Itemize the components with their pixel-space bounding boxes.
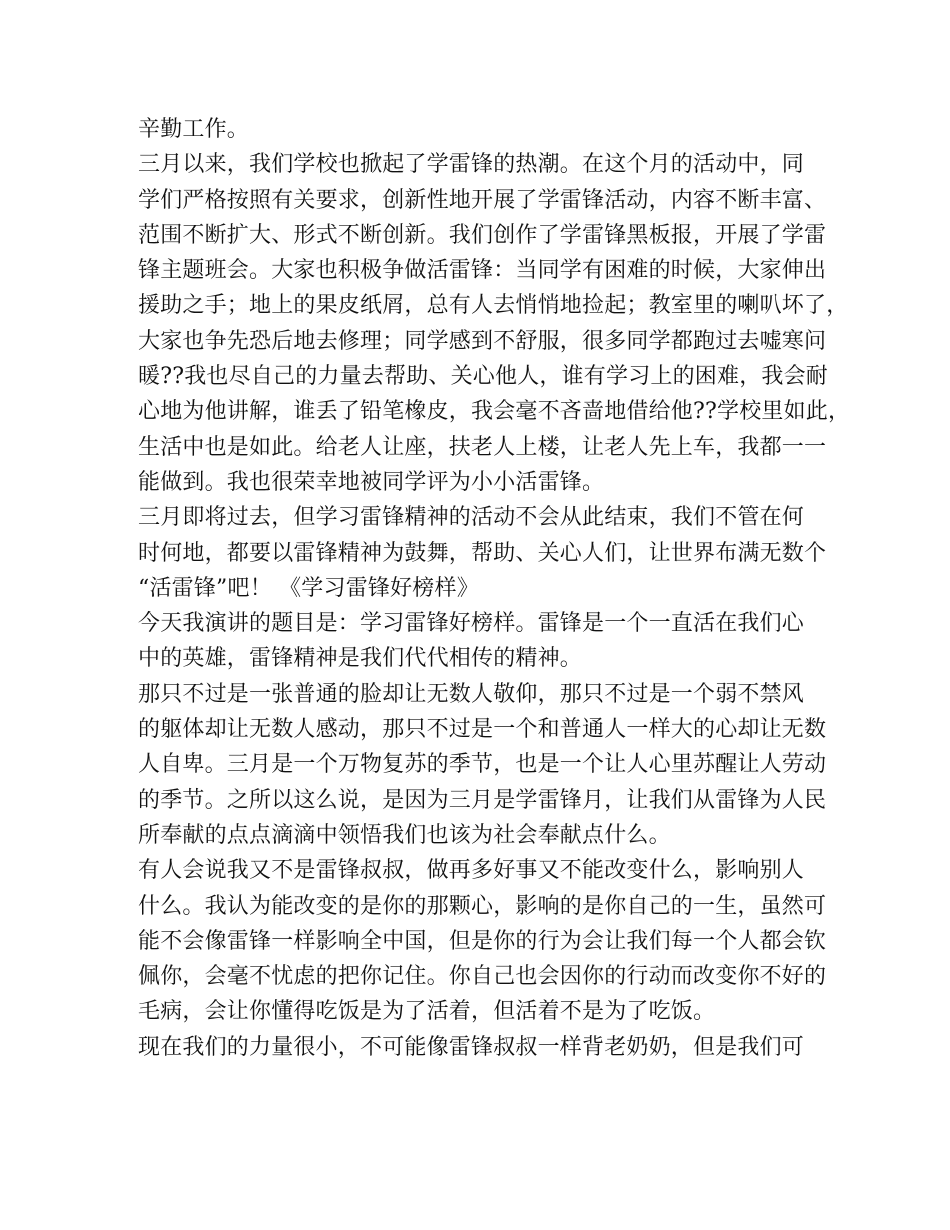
- text-line: 时何地，都要以雷锋精神为鼓舞，帮助、关心人们，让世界布满无数个: [138, 540, 827, 566]
- text-line: 的躯体却让无数人感动，那只不过是一个和普通人一样大的心却让无数: [138, 717, 827, 743]
- text-line: “活雷锋”吧！ 《学习雷锋好榜样》: [138, 575, 479, 601]
- text-line: 辛勤工作。: [138, 117, 250, 142]
- text-line: 佩你，会毫不忧虑的把你记住。你自己也会因你的行动而改变你不好的: [138, 964, 827, 990]
- text-line: 那只不过是一张普通的脸却让无数人敬仰，那只不过是一个弱不禁风: [138, 681, 805, 707]
- body-text: [138, 112, 851, 1065]
- text-line: 能不会像雷锋一样影响全中国，但是你的行为会让我们每一个人都会钦: [138, 928, 827, 954]
- text-line: 大家也争先恐后地去修理；同学感到不舒服，很多同学都跑过去嘘寒问: [138, 328, 827, 354]
- text-line: 有人会说我又不是雷锋叔叔，做再多好事又不能改变什么，影响别人: [138, 858, 805, 884]
- text-line: 中的英雄，雷锋精神是我们代代相传的精神。: [138, 646, 583, 672]
- text-line: 什么。我认为能改变的是你的那颗心，影响的是你自己的一生，虽然可: [138, 893, 827, 919]
- text-line: 三月即将过去，但学习雷锋精神的活动不会从此结束，我们不管在何: [138, 505, 805, 531]
- text-line: 心地为他讲解，谁丢了铅笔橡皮，我会毫不吝啬地借给他??学校里如此，: [138, 399, 851, 425]
- text-line: 今天我演讲的题目是：学习雷锋好榜样。雷锋是一个一直活在我们心: [138, 611, 805, 637]
- text-line: 暖??我也尽自己的力量去帮助、关心他人，谁有学习上的困难，我会耐: [138, 364, 828, 390]
- text-line: 生活中也是如此。给老人让座，扶老人上楼，让老人先上车，我都一一: [138, 434, 827, 460]
- text-line: 范围不断扩大、形式不断创新。我们创作了学雷锋黑板报，开展了学雷: [138, 222, 827, 248]
- text-line: 锋主题班会。大家也积极争做活雷锋：当同学有困难的时候，大家伸出: [138, 258, 827, 284]
- text-line: 能做到。我也很荣幸地被同学评为小小活雷锋。: [138, 469, 605, 495]
- text-line: 毛病，会让你懂得吃饭是为了活着，但活着不是为了吃饭。: [138, 999, 716, 1025]
- text-line: 人自卑。三月是一个万物复苏的季节，也是一个让人心里苏醒让人劳动: [138, 752, 827, 778]
- text-line: 现在我们的力量很小，不可能像雷锋叔叔一样背老奶奶，但是我们可: [138, 1034, 805, 1060]
- text-line: 援助之手；地上的果皮纸屑，总有人去悄悄地捡起；教室里的喇叭坏了，: [138, 293, 849, 319]
- text-line: 所奉献的点点滴滴中领悟我们也该为社会奉献点什么。: [138, 822, 671, 848]
- text-line: 学们严格按照有关要求，创新性地开展了学雷锋活动，内容不断丰富、: [138, 187, 827, 213]
- text-line: 的季节。之所以这么说，是因为三月是学雷锋月，让我们从雷锋为人民: [138, 787, 827, 813]
- text-line: 三月以来，我们学校也掀起了学雷锋的热潮。在这个月的活动中，同: [138, 152, 805, 178]
